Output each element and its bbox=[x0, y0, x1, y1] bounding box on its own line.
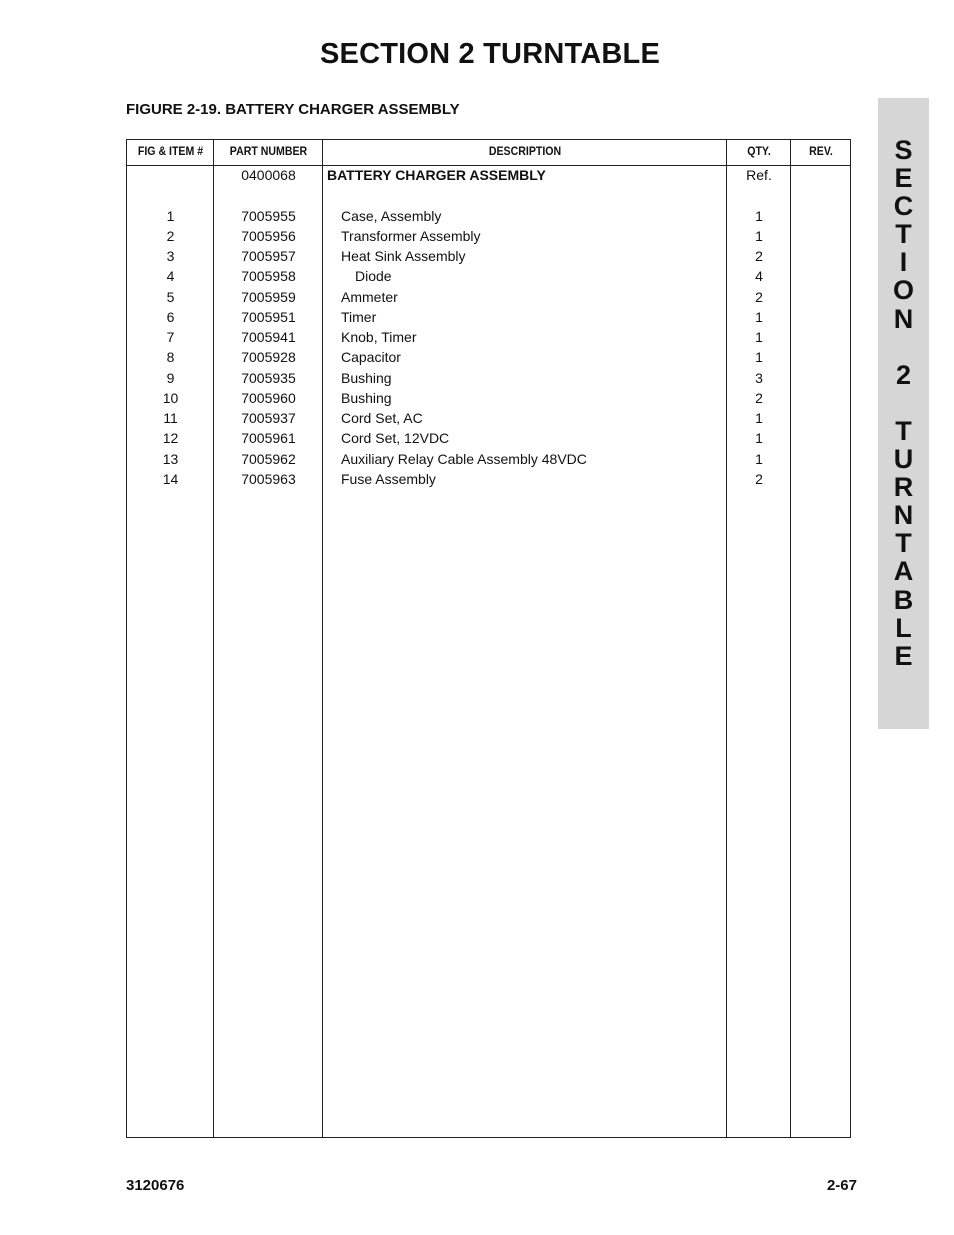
side-tab-char: E bbox=[894, 640, 913, 671]
header-part-number: PART NUMBER bbox=[229, 146, 308, 158]
side-tab-char: N bbox=[893, 500, 914, 531]
cell-description: Cord Set, 12VDC bbox=[341, 430, 450, 447]
side-tab-char: U bbox=[893, 444, 914, 475]
table-row bbox=[127, 408, 850, 428]
table-row bbox=[127, 246, 850, 266]
cell-qty: Ref. bbox=[746, 167, 772, 183]
cell-fig-item: 2 bbox=[166, 227, 175, 244]
side-tab-char: 2 bbox=[895, 359, 912, 390]
cell-description: Heat Sink Assembly bbox=[341, 248, 466, 264]
cell-fig-item: 11 bbox=[163, 410, 178, 426]
cell-qty: 1 bbox=[755, 349, 763, 366]
cell-qty: 1 bbox=[755, 207, 763, 224]
cell-fig-item: 12 bbox=[162, 430, 179, 447]
side-tab-char: L bbox=[895, 612, 912, 643]
document-number: 3120676 bbox=[126, 1177, 185, 1194]
cell-description: Timer bbox=[341, 308, 377, 325]
section-title: SECTION 2 TURNTABLE bbox=[320, 38, 660, 70]
cell-fig-item: 7 bbox=[166, 329, 175, 345]
cell-qty: 3 bbox=[755, 369, 763, 386]
side-tab-char: C bbox=[893, 191, 914, 222]
cell-qty: 2 bbox=[755, 248, 763, 264]
cell-description: Ammeter bbox=[341, 288, 398, 305]
cell-part-number: 0400068 bbox=[241, 167, 296, 183]
cell-description: Knob, Timer bbox=[341, 329, 417, 345]
cell-part-number: 7005941 bbox=[241, 329, 296, 345]
table-row bbox=[127, 185, 850, 205]
cell-part-number: 7005956 bbox=[241, 227, 296, 244]
header-fig-item: FIG & ITEM # bbox=[137, 146, 204, 158]
side-tab-text bbox=[878, 136, 929, 670]
table-row bbox=[127, 287, 850, 307]
cell-fig-item: 1 bbox=[166, 207, 175, 224]
cell-qty: 2 bbox=[755, 470, 763, 487]
side-tab-char: T bbox=[895, 528, 912, 559]
cell-part-number: 7005935 bbox=[241, 369, 296, 386]
side-tab-char: I bbox=[899, 247, 908, 278]
table-row bbox=[127, 226, 850, 246]
cell-part-number: 7005960 bbox=[241, 389, 296, 406]
cell-description: Capacitor bbox=[341, 349, 401, 366]
table-row bbox=[127, 165, 850, 185]
cell-part-number: 7005955 bbox=[241, 207, 296, 224]
side-tab-char bbox=[878, 333, 929, 361]
table-row bbox=[127, 388, 850, 408]
cell-part-number: 7005961 bbox=[241, 430, 296, 447]
cell-qty: 1 bbox=[755, 329, 763, 345]
cell-description: Bushing bbox=[341, 369, 392, 386]
side-tab-char: T bbox=[895, 219, 912, 250]
cell-part-number: 7005951 bbox=[241, 308, 296, 325]
cell-part-number: 7005928 bbox=[241, 349, 296, 366]
side-tab-char: N bbox=[893, 303, 914, 334]
parts-table bbox=[126, 139, 851, 1138]
cell-qty: 2 bbox=[755, 389, 763, 406]
table-row bbox=[127, 449, 850, 469]
cell-fig-item: 8 bbox=[166, 349, 175, 366]
table-row bbox=[127, 469, 850, 489]
side-tab-char: S bbox=[894, 135, 913, 165]
cell-fig-item: 10 bbox=[162, 389, 179, 406]
cell-description: Fuse Assembly bbox=[341, 470, 436, 487]
cell-fig-item: 13 bbox=[162, 450, 179, 467]
table-row bbox=[127, 368, 850, 388]
cell-part-number: 7005937 bbox=[241, 410, 296, 426]
table-row bbox=[127, 266, 850, 286]
side-tab-char: R bbox=[893, 472, 914, 503]
cell-part-number: 7005958 bbox=[241, 268, 296, 285]
cell-part-number: 7005963 bbox=[241, 470, 296, 487]
cell-description: Auxiliary Relay Cable Assembly 48VDC bbox=[341, 450, 587, 467]
cell-description: BATTERY CHARGER ASSEMBLY bbox=[327, 167, 546, 183]
cell-part-number: 7005962 bbox=[241, 450, 296, 467]
cell-qty: 4 bbox=[755, 268, 763, 285]
side-tab-char bbox=[878, 389, 929, 417]
page-number: 2-67 bbox=[826, 1177, 857, 1194]
cell-part-number: 7005957 bbox=[241, 248, 296, 264]
table-row bbox=[127, 206, 850, 226]
table-row bbox=[127, 428, 850, 448]
side-tab-char: B bbox=[893, 584, 914, 615]
cell-fig-item: 3 bbox=[166, 248, 175, 264]
cell-fig-item: 6 bbox=[166, 308, 175, 325]
figure-title: FIGURE 2-19. BATTERY CHARGER ASSEMBLY bbox=[126, 101, 460, 118]
cell-description: Bushing bbox=[341, 389, 392, 406]
header-qty: QTY. bbox=[747, 146, 771, 158]
header-description: DESCRIPTION bbox=[488, 146, 562, 158]
side-tab-char: E bbox=[894, 163, 913, 194]
section-side-tab bbox=[878, 98, 929, 729]
cell-qty: 1 bbox=[755, 430, 763, 447]
cell-qty: 1 bbox=[755, 450, 763, 467]
cell-fig-item: 5 bbox=[166, 288, 175, 305]
table-row bbox=[127, 307, 850, 327]
table-row bbox=[127, 327, 850, 347]
side-tab-char: O bbox=[892, 275, 914, 306]
side-tab-char: T bbox=[895, 415, 912, 446]
cell-description: Diode bbox=[355, 268, 392, 285]
cell-fig-item: 14 bbox=[162, 470, 179, 487]
cell-qty: 1 bbox=[755, 227, 763, 244]
cell-description: Transformer Assembly bbox=[341, 227, 481, 244]
cell-part-number: 7005959 bbox=[241, 288, 296, 305]
cell-fig-item: 4 bbox=[166, 268, 175, 285]
cell-qty: 2 bbox=[755, 288, 763, 305]
header-rev: REV. bbox=[809, 146, 833, 158]
side-tab-char: A bbox=[893, 556, 914, 587]
cell-description: Case, Assembly bbox=[341, 207, 442, 224]
table-row bbox=[127, 347, 850, 367]
cell-description: Cord Set, AC bbox=[341, 410, 423, 426]
cell-qty: 1 bbox=[755, 410, 763, 426]
cell-qty: 1 bbox=[755, 308, 763, 325]
cell-fig-item: 9 bbox=[166, 369, 175, 386]
